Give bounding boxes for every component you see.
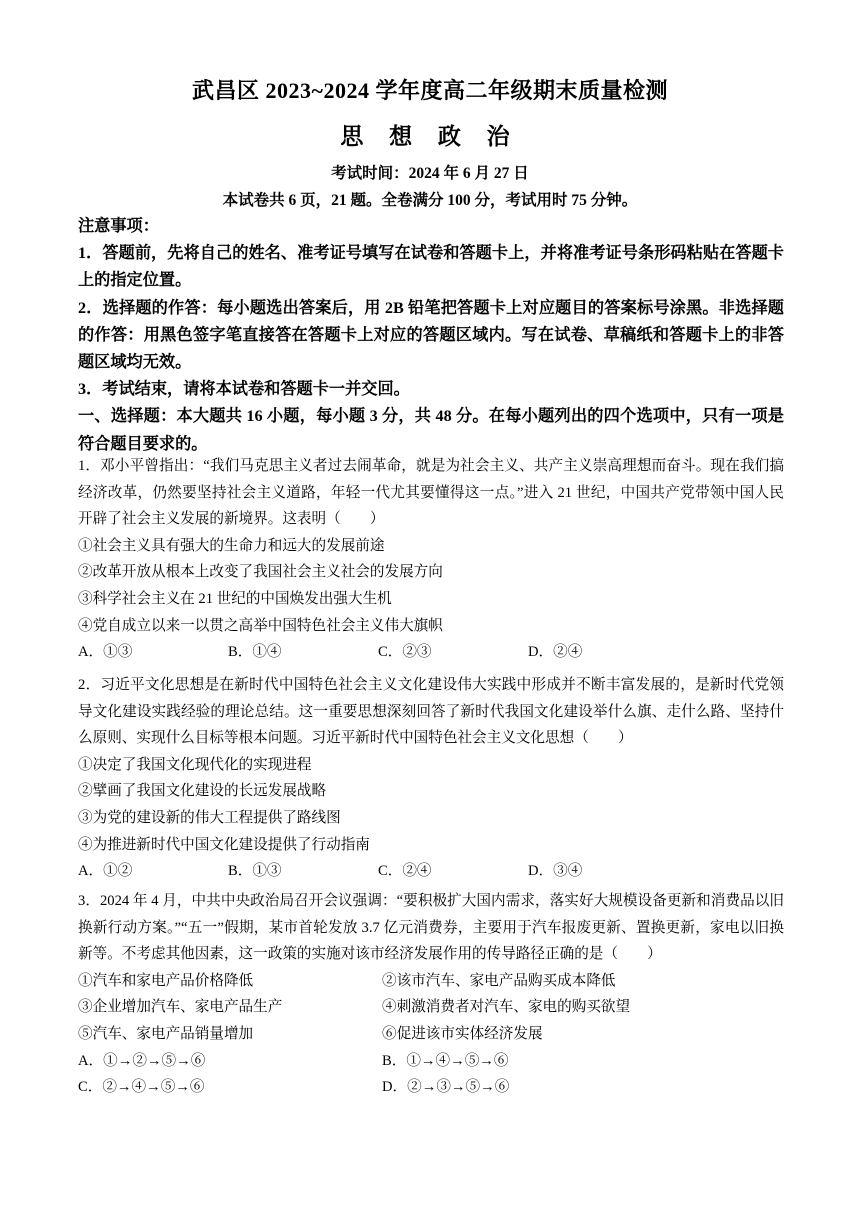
option-d: D．②→③→⑤→⑥ [382, 1079, 510, 1096]
question-2-item: ④为推进新时代中国文化建设提供了行动指南 [78, 836, 370, 853]
question-1 [78, 453, 784, 666]
question-2-item: ②擘画了我国文化建设的长远发展战略 [78, 783, 327, 800]
exam-time: 考试时间：2024 年 6 月 27 日 [331, 165, 529, 182]
option-a: A．①③ [78, 644, 133, 661]
notice-heading: 注意事项： [78, 217, 159, 235]
question-3-items-row [78, 1021, 784, 1048]
question-2 [78, 672, 784, 885]
question-3-item: ④刺激消费者对汽车、家电的购买欲望 [382, 999, 631, 1016]
question-1-options [78, 639, 784, 666]
option-d: D．③④ [528, 863, 583, 880]
question-2-options [78, 858, 784, 885]
question-1-item: ②改革开放从根本上改变了我国社会主义社会的发展方向 [78, 564, 443, 581]
question-3-items-row [78, 968, 784, 995]
exam-info: 本试卷共 6 页，21 题。全卷满分 100 分，考试用时 75 分钟。 [222, 192, 638, 209]
question-3-items-row [78, 994, 784, 1021]
question-1-item: ④党自成立以来一以贯之高举中国特色社会主义伟大旗帜 [78, 617, 443, 634]
notice-item-2: 2．选择题的作答：每小题选出答案后，用 2B 铅笔把答题卡上对应题目的答案标号涂黑。非选择题的作答：用黑色签字笔直接答在答题卡上对应的答题区域内。写在试卷、草稿纸和答题卡上的非答题区域均无效。 [78, 298, 784, 372]
question-3-options-row [78, 1074, 784, 1101]
question-1-stem: 1．邓小平曾指出：“我们马克思主义者过去闹革命，就是为社会主义、共产主义崇高理想而奋斗。现在我们搞经济改革，仍然要坚持社会主义道路，年轻一代尤其要懂得这一点。”进入 21 世纪，中国共产党带领中国人民开辟了社会主义发展的新境界。这表明（ ） [78, 458, 784, 528]
notice-section [78, 213, 784, 458]
question-3-options-row [78, 1048, 784, 1075]
question-3-stem: 3．2024 年 4 月，中共中央政治局召开会议强调：“要积极扩大国内需求，落实好大规模设备更新和消费品以旧换新行动方案。”“五一”假期，某市首轮发放 3.7 亿元消费券，主要用于汽车报废更新、置换更新，家电以旧换新等。不考虑其他因素，这一政策的实施对该市经济发展作用的传导路径正确的是（ ） [78, 893, 784, 963]
question-2-item: ③为党的建设新的伟大工程提供了路线图 [78, 809, 341, 826]
notice-item-3: 3．考试结束，请将本试卷和答题卡一并交回。 [78, 380, 410, 399]
question-2-stem: 2．习近平文化思想是在新时代中国特色社会主义文化建设伟大实践中形成并不断丰富发展的，是新时代党领导文化建设实践经验的理论总结。这一重要思想深刻回答了新时代我国文化建设举什么旗、走什么路、坚持什么原则、实现什么目标等根本问题。习近平新时代中国特色社会主义文化思想（ ） [78, 677, 784, 747]
question-3-item: ③企业增加汽车、家电产品生产 [78, 999, 283, 1016]
question-1-item: ③科学社会主义在 21 世纪的中国焕发出强大生机 [78, 590, 392, 607]
question-1-item: ①社会主义具有强大的生命力和远大的发展前途 [78, 537, 385, 554]
exam-title: 武昌区 2023~2024 学年度高二年级期末质量检测 [192, 78, 668, 103]
notice-item-1: 1．答题前，先将自己的姓名、准考证号填写在试卷和答题卡上，并将准考证号条形码粘贴在答题卡上的指定位置。 [78, 244, 784, 290]
subject-title: 思 想 政 治 [340, 124, 520, 149]
option-c: C．②③ [378, 644, 432, 661]
option-b: B．①④ [228, 644, 282, 661]
question-3 [78, 888, 784, 1101]
question-3-item: ②该市汽车、家电产品购买成本降低 [382, 972, 616, 989]
option-b: B．①③ [228, 863, 282, 880]
option-a: A．①→②→⑤→⑥ [78, 1052, 206, 1069]
option-c: C．②→④→⑤→⑥ [78, 1079, 205, 1096]
question-2-item: ①决定了我国文化现代化的实现进程 [78, 756, 312, 773]
question-3-item: ⑤汽车、家电产品销量增加 [78, 1025, 254, 1042]
option-b: B．①→④→⑤→⑥ [382, 1052, 509, 1069]
option-a: A．①② [78, 863, 133, 880]
option-d: D．②④ [528, 644, 583, 661]
question-3-item: ①汽车和家电产品价格降低 [78, 972, 254, 989]
section-heading: 一、选择题：本大题共 16 小题，每小题 3 分，共 48 分。在每小题列出的四个选项中，只有一项是符合题目要求的。 [78, 407, 784, 453]
option-c: C．②④ [378, 863, 432, 880]
question-3-item: ⑥促进该市实体经济发展 [382, 1025, 543, 1042]
